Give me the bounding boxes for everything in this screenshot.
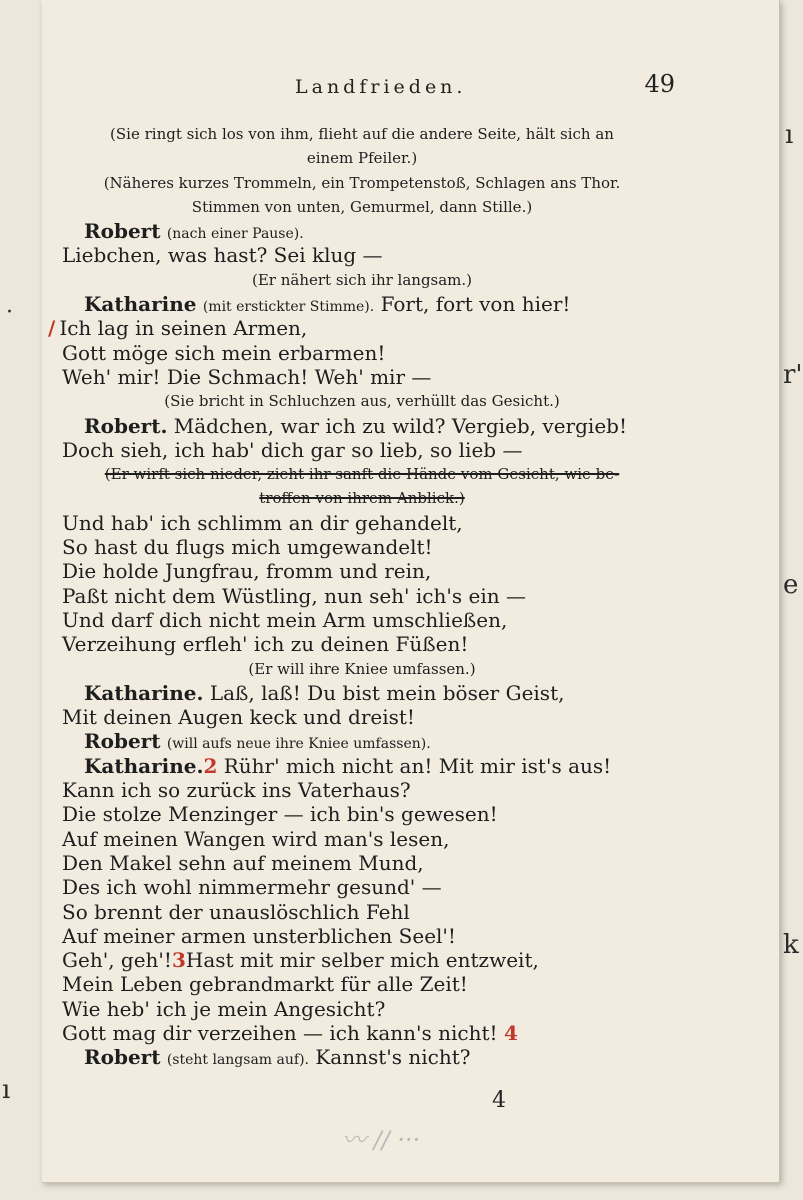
- verse-text: Wie heb' ich je mein Angesicht?: [62, 996, 386, 1021]
- speaker-name: Katharine.: [84, 680, 204, 705]
- page-number: 49: [644, 70, 675, 98]
- verse-text: Doch sieh, ich hab' dich gar so lieb, so lieb —: [62, 437, 523, 462]
- verse-text: Auf meiner armen unsterblichen Seel'!: [62, 923, 456, 948]
- speaker-name: Robert.: [84, 413, 168, 438]
- red-margin-mark: 4: [503, 1020, 518, 1045]
- stage-direction: einem Pfeiler.): [306, 149, 418, 168]
- verse-line: [62, 438, 662, 462]
- signature-mark: 4: [492, 1088, 506, 1113]
- verse-line: [62, 584, 662, 608]
- verse-line: [62, 559, 662, 583]
- inline-stage-direction: (will aufs neue ihre Kniee umfassen).: [166, 736, 431, 753]
- verse-text: Mein Leben gebrandmarkt für alle Zeit!: [62, 972, 468, 997]
- running-title: Landfrieden.: [295, 76, 467, 98]
- speech-line: [62, 729, 662, 753]
- verse-text: Gott mag dir verzeihen — ich kann's nicht!: [62, 1020, 498, 1045]
- stage-direction: (Näheres kurzes Trommeln, ein Trompetenstoß, Schlagen ans Thor.: [103, 173, 621, 192]
- verse-text: Und hab' ich schlimm an dir gehandelt,: [62, 510, 463, 535]
- speaker-name: Katharine: [84, 292, 197, 317]
- play-text: [48, 122, 662, 1070]
- verse-text: Hast mit mir selber mich entzweit,: [185, 948, 539, 973]
- speech-text: Fort, fort von hier!: [380, 292, 571, 317]
- verse-line: [62, 997, 662, 1021]
- book-page: [42, 0, 780, 1183]
- verse-text: Auf meinen Wangen wird man's lesen,: [62, 826, 450, 851]
- speech-line: [62, 754, 662, 778]
- back-page-glyph: r': [783, 360, 803, 390]
- stage-direction: (Sie bricht in Schluchzen aus, verhüllt das Gesicht.): [164, 392, 560, 411]
- inline-stage-direction: (nach einer Pause).: [166, 226, 304, 243]
- verse-text: Und darf dich nicht mein Arm umschließen,: [62, 607, 508, 632]
- speech-line: [62, 414, 662, 438]
- verse-line: [62, 705, 662, 729]
- verse-text: So hast du flugs mich umgewandelt!: [62, 535, 433, 560]
- verse-text: Liebchen, was hast? Sei klug —: [62, 243, 383, 268]
- verse-line: [62, 243, 662, 267]
- verse-text: Geh', geh'!: [62, 948, 172, 973]
- back-page-glyph: ı: [2, 1075, 11, 1105]
- inline-stage-direction: (steht langsam auf).: [166, 1052, 309, 1069]
- stage-direction: Stimmen von unten, Gemurmel, dann Stille.): [191, 197, 533, 216]
- verse-text: Paßt nicht dem Wüstling, nun seh' ich's ein —: [62, 583, 526, 608]
- speaker-name: Robert: [84, 1045, 161, 1070]
- page-header: [42, 70, 779, 106]
- verse-text: Verzeihung erfleh' ich zu deinen Füßen!: [62, 632, 469, 657]
- verse-line: [62, 511, 662, 535]
- speech-line: [62, 681, 662, 705]
- red-margin-mark: 3: [171, 948, 186, 973]
- margin-dot: ·: [6, 300, 13, 325]
- verse-line: [62, 827, 662, 851]
- verse-text: Die stolze Menzinger — ich bin's gewesen!: [62, 802, 498, 827]
- back-page-glyph: k: [783, 930, 799, 960]
- verse-line: [62, 608, 662, 632]
- speaker-name: Robert: [84, 219, 161, 244]
- verse-line: [62, 900, 662, 924]
- red-margin-mark: 2: [203, 753, 218, 778]
- verse-line: [62, 802, 662, 826]
- verse-text: So brennt der unauslöschlich Fehl: [62, 899, 410, 924]
- verse-text: Kann ich so zurück ins Vaterhaus?: [62, 778, 411, 803]
- verse-line: [62, 1021, 662, 1045]
- speaker-name: Robert: [84, 729, 161, 754]
- speech-line: [62, 1045, 662, 1069]
- stage-direction: (Sie ringt sich los von ihm, flieht auf die andere Seite, hält sich an: [110, 125, 614, 143]
- stage-direction: (Er nähert sich ihr langsam.): [251, 270, 473, 289]
- speech-line: [62, 292, 662, 316]
- verse-line: [62, 365, 662, 389]
- speaker-name: Katharine.: [84, 753, 204, 778]
- verse-text: Die holde Jungfrau, fromm und rein,: [62, 559, 432, 584]
- speech-text: Kannst's nicht?: [315, 1045, 471, 1070]
- back-page-glyph: e: [783, 570, 799, 600]
- verse-text: Mit deinen Augen keck und dreist!: [62, 705, 415, 730]
- verse-text: Ich lag in seinen Armen,: [59, 316, 308, 341]
- verse-line: [62, 778, 662, 802]
- verse-line: [48, 316, 662, 341]
- inline-stage-direction: (mit erstickter Stimme).: [202, 299, 375, 316]
- red-margin-mark: /: [48, 316, 56, 341]
- verse-text: Des ich wohl nimmermehr gesund' —: [62, 875, 442, 900]
- verse-line: [62, 948, 662, 972]
- verse-line: [62, 924, 662, 948]
- speech-line: [62, 219, 662, 243]
- speech-text: Rühr' mich nicht an! Mit mir ist's aus!: [223, 753, 612, 778]
- verse-line: [62, 851, 662, 875]
- verse-text: Den Makel sehn auf meinem Mund,: [62, 850, 424, 875]
- verse-line: [62, 535, 662, 559]
- struck-stage-direction: troffen von ihrem Anblick.): [259, 489, 465, 508]
- verse-line: [62, 341, 662, 365]
- back-page-glyph: ı: [785, 120, 794, 150]
- stage-direction: (Er will ihre Kniee umfassen.): [248, 659, 476, 678]
- verse-text: Gott möge sich mein erbarmen!: [62, 340, 386, 365]
- verse-line: [62, 875, 662, 899]
- speech-text: Mädchen, war ich zu wild? Vergieb, vergieb!: [173, 413, 627, 438]
- verse-text: Weh' mir! Die Schmach! Weh' mir —: [62, 364, 432, 389]
- speech-text: Laß, laß! Du bist mein böser Geist,: [209, 680, 565, 705]
- struck-stage-direction: (Er wirft sich nieder, zieht ihr sanft die Hände vom Gesicht, wie be-: [104, 465, 620, 484]
- verse-line: [62, 632, 662, 656]
- pencil-annotation: 〰︎ ∕∕ ···: [342, 1126, 421, 1154]
- verse-line: [62, 972, 662, 996]
